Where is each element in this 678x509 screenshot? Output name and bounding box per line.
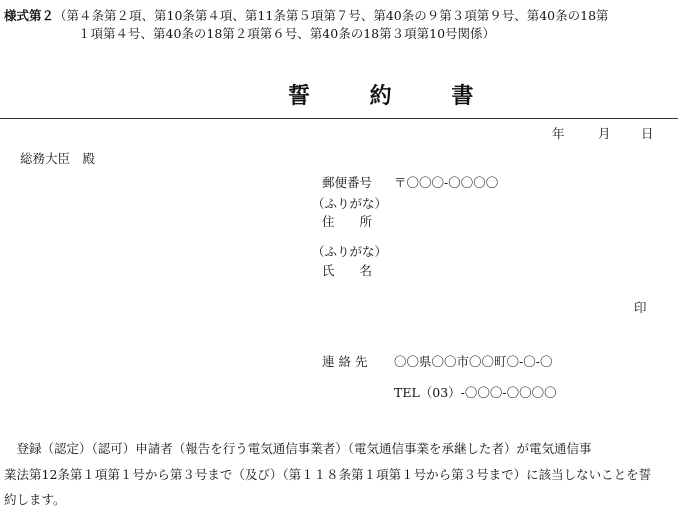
body-line-1: 登録（認定）（認可）申請者（報告を行う電気通信事業者）（電気通信事業を承継した者）が電気通信事: [4, 441, 592, 456]
address-label: 住 所: [322, 214, 373, 229]
postal-code-value: 〒〇〇〇-〇〇〇〇: [394, 175, 499, 190]
furigana-address-label: （ふりがな）: [312, 196, 388, 211]
date-year: 年: [552, 126, 565, 141]
contact-label: 連 絡 先: [322, 354, 368, 369]
form-reference: [4, 6, 609, 24]
date-month: 月: [598, 126, 611, 141]
date-day: 日: [641, 126, 654, 141]
furigana-name-label: （ふりがな）: [312, 244, 388, 259]
postal-code-label: 郵便番号: [322, 175, 373, 190]
contact-address-value: 〇〇県〇〇市〇〇町〇-〇-〇: [394, 354, 553, 369]
title-divider: [0, 118, 678, 119]
document-title: 誓 約 書: [288, 83, 500, 109]
body-line-3: 約します。: [4, 492, 66, 507]
telephone-value: TEL（03）-〇〇〇-〇〇〇〇: [394, 385, 557, 400]
form-ref-line2: １項第４号、第40条の18第２項第６号、第40条の18第３項第10号関係）: [78, 26, 496, 41]
name-label: 氏 名: [322, 263, 373, 278]
seal-mark: 印: [634, 300, 647, 315]
addressee: 総務大臣 殿: [20, 151, 96, 166]
form-ref-line1: （第４条第２項、第10条第４項、第11条第５項第７号、第40条の９第３項第９号、第40条の18第: [54, 8, 609, 23]
form-id: 様式第２: [4, 8, 55, 23]
body-line-2: 業法第12条第１項第１号から第３号まで（及び）（第１１８条第１項第１号から第３号まで）に該当しないことを誓: [4, 467, 652, 482]
